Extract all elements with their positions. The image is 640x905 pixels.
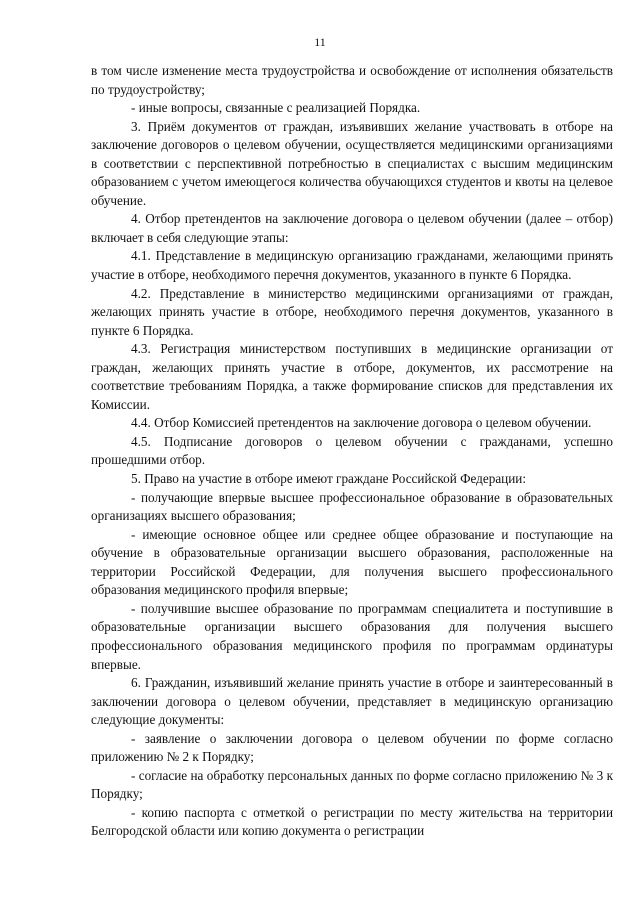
- paragraph: 4.2. Представление в министерство медицинскими организациями от граждан, желающих принять участие в отборе, необходимого перечня документов, указанного в пункте 6 Порядка.: [91, 285, 613, 338]
- paragraph: 4.4. Отбор Комиссией претендентов на заключение договора о целевом обучении.: [131, 415, 592, 431]
- paragraph: 3. Приём документов от граждан, изъявивших желание участвовать в отборе на заключение договоров о целевом обучении, осуществляется медицинскими организациями в соответствии с перспективной потребностью в специалистах с высшим медицинским образованием с учетом имеющегося количества обучающихся студентов и квоты на целевое обучение.: [91, 118, 613, 208]
- paragraph: - согласие на обработку персональных данных по форме согласно приложению № 3 к Порядку;: [91, 767, 613, 802]
- document-body: [91, 62, 613, 841]
- paragraph: 4.5. Подписание договоров о целевом обучении с гражданами, успешно прошедшими отбор.: [91, 433, 613, 468]
- paragraph: - заявление о заключении договора о целевом обучении по форме согласно приложению № 2 к Порядку;: [91, 730, 613, 765]
- paragraph: 4. Отбор претендентов на заключение договора о целевом обучении (далее – отбор) включает в себя следующие этапы:: [91, 211, 613, 245]
- page-number: 11: [314, 35, 326, 49]
- paragraph: - иные вопросы, связанные с реализацией Порядка.: [131, 100, 421, 116]
- paragraph: - имеющие основное общее или среднее общее образование и поступающие на обучение в образовательные организации высшего образования, расположенные на территории Российской Федерации, для получения высшего профессионального образования медицинского профиля впервые;: [91, 526, 613, 598]
- paragraph: 4.3. Регистрация министерством поступивших в медицинские организации от граждан, желающих принять участие в отборе, документов, их рассмотрение на соответствие требованиям Порядка, а также формирование списков для представления их Комиссии.: [91, 341, 613, 412]
- paragraph: 5. Право на участие в отборе имеют граждане Российской Федерации:: [131, 471, 527, 487]
- paragraph: в том числе изменение места трудоустройства и освобождение от исполнения обязательств по трудоустройству;: [91, 63, 613, 97]
- paragraph: - получающие впервые высшее профессиональное образование в образовательных организациях высшего образования;: [91, 489, 613, 524]
- paragraph: - копию паспорта с отметкой о регистрации по месту жительства на территории Белгородской области или копию документа о регистрации: [91, 804, 613, 839]
- paragraph: 6. Гражданин, изъявивший желание принять участие в отборе и заинтересованный в заключении договора о целевом обучении, представляет в медицинскую организацию следующие документы:: [91, 675, 613, 728]
- paragraph: 4.1. Представление в медицинскую организацию гражданами, желающими принять участие в отборе, необходимого перечня документов, указанного в пункте 6 Порядка.: [91, 248, 613, 283]
- paragraph: - получившие высшее образование по программам специалитета и поступившие в образовательные организации высшего образования для получения высшего профессионального образования медицинского профиля по программам ординатуры впервые.: [91, 600, 613, 672]
